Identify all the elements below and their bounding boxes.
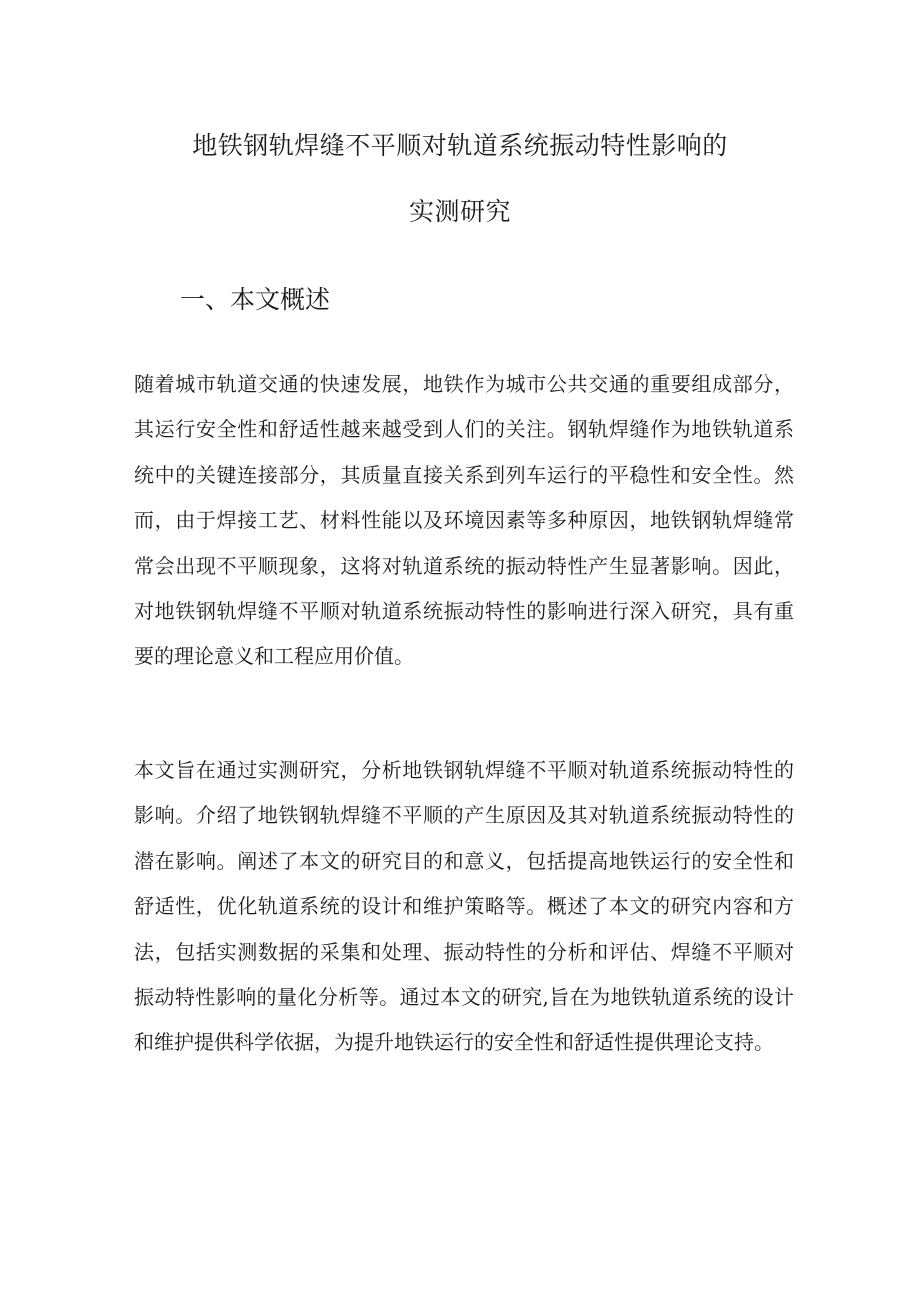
paragraph-line: 和维护提供科学依据，为提升地铁运行的安全性和舒适性提供理论支持。 [134, 1030, 774, 1055]
section-heading: 一、本文概述 [180, 285, 331, 314]
paragraph-line: 统中的关键连接部分，其质量直接关系到列车运行的平稳性和安全性。然 [134, 462, 794, 487]
paragraph-line: 对地铁钢轨焊缝不平顺对轨道系统振动特性的影响进行深入研究，具有重 [134, 599, 794, 624]
paragraph-line: 其运行安全性和舒适性越来越受到人们的关注。钢轨焊缝作为地铁轨道系 [134, 417, 794, 442]
paragraph-line: 法，包括实测数据的采集和处理、振动特性的分析和评估、焊缝不平顺对 [134, 939, 794, 964]
document-title-line-2: 实测研究 [408, 197, 511, 226]
paragraph-line: 影响。介绍了地铁钢轨焊缝不平顺的产生原因及其对轨道系统振动特性的 [134, 803, 794, 828]
paragraph-2 [134, 748, 794, 1066]
paragraph-line: 舒适性，优化轨道系统的设计和维护策略等。概述了本文的研究内容和方 [134, 894, 794, 919]
paragraph-line: 而，由于焊接工艺、材料性能以及环境因素等多种原因，地铁钢轨焊缝常 [134, 508, 794, 533]
paragraph-1 [134, 362, 794, 680]
document-title-line-1: 地铁钢轨焊缝不平顺对轨道系统振动特性影响的 [192, 131, 728, 160]
paragraph-line: 随着城市轨道交通的快速发展，地铁作为城市公共交通的重要组成部分， [134, 372, 794, 396]
paragraph-line: 要的理论意义和工程应用价值。 [134, 644, 414, 669]
paragraph-line: 常会出现不平顺现象，这将对轨道系统的振动特性产生显著影响。因此， [134, 553, 794, 578]
paragraph-line: 振动特性影响的量化分析等。通过本文的研究,旨在为地铁轨道系统的设计 [134, 985, 794, 1010]
paragraph-line: 本文旨在通过实测研究，分析地铁钢轨焊缝不平顺对轨道系统振动特性的 [134, 758, 794, 782]
paragraph-line: 潜在影响。阐述了本文的研究目的和意义，包括提高地铁运行的安全性和 [134, 848, 794, 873]
